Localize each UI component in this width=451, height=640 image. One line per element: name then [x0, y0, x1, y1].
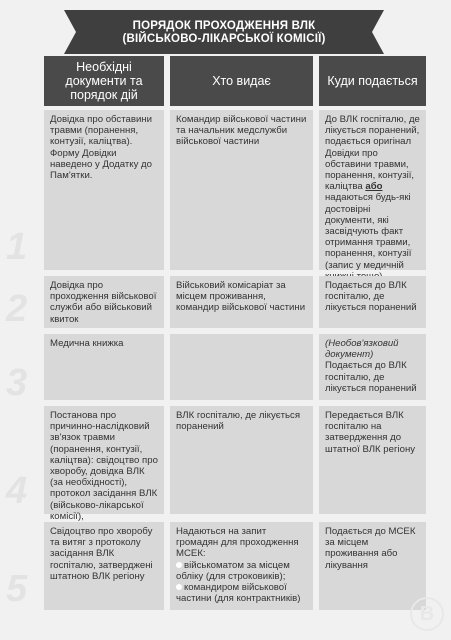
row2-destination: Подається до ВЛК госпіталю, де лікується поранений [319, 276, 426, 328]
row5-issuer [170, 522, 313, 610]
table-row [44, 110, 426, 270]
row3-issuer [170, 334, 313, 400]
row1-destination-or: або [365, 181, 383, 193]
banner-title-line1: ПОРЯДОК ПРОХОДЖЕННЯ ВЛК [132, 20, 316, 32]
row3-optional-note: (Необов'язковий документ) [325, 338, 399, 361]
row5-issuer-item2 [176, 582, 307, 604]
row1-destination-c: надаються будь-які достовірні документи, які засвідчують факт отримання травми, поранення, контузії (запис у медичній [325, 192, 412, 271]
row5-issuer-item1-text: військоматом за місцем обліку (для строковиків); [176, 559, 290, 582]
row1-documents: Довідка про обставини травми (поранення, контузії, каліцтва). Форму Довідки наведено у Додатку до Пам'ятки. [44, 110, 164, 270]
header-documents: Необхідні документи та порядок дій [44, 56, 164, 106]
row5-destination: Подається до МСЕК за місцем проживання або лікування [319, 522, 426, 610]
row5-issuer-intro: Надаються на запит громадян для проходження МСЕК: [176, 526, 299, 560]
table-row [44, 522, 426, 610]
table-header [44, 56, 426, 106]
row4-issuer: ВЛК госпіталю, де лікується поранений [170, 406, 313, 514]
step-number-1: 1 [6, 226, 28, 268]
row5-documents: Свідоцтво про хворобу та витяг з протоколу засідання ВЛК госпіталю, затверджені штатною ВЛК регіону [44, 522, 164, 610]
row5-issuer-item2-text: командиром військової частини (для контрактників) [176, 582, 301, 605]
row5-issuer-item1 [176, 560, 307, 582]
row1-destination [319, 110, 426, 270]
bullet-icon [176, 584, 182, 590]
row1-destination-a: До ВЛК госпіталю, де лікується поранений, подається оригінал Довідки про обставини травми, поранення, контузії, каліцтва [325, 114, 420, 193]
row3-documents: Медична книжка [44, 334, 164, 400]
step-number-5: 5 [6, 568, 28, 610]
row4-destination: Передається ВЛК госпіталю на затвердження до штатної ВЛК регіону [319, 406, 426, 514]
bullet-icon [176, 562, 182, 568]
row3-destination-text: Подається до ВЛК госпіталю, де лікується поранений [325, 360, 417, 394]
table-row [44, 276, 426, 328]
row4-documents: Постанова про причинно-наслідковий зв'язок травми (поранення, контузії, каліцтва): свідоцтво про хворобу, довідка ВЛК (за необхідності), протокол засідання ВЛК (військово-лікарської комісії), [44, 406, 164, 514]
table-row [44, 406, 426, 522]
step-number-3: 3 [6, 362, 28, 404]
watermark-logo: В [410, 597, 444, 631]
banner-title [64, 20, 384, 46]
step-number-2: 2 [6, 288, 28, 330]
title-banner [64, 10, 384, 58]
table-row [44, 334, 426, 400]
step-number-4: 4 [6, 470, 28, 512]
row1-issuer: Командир військової частини та начальник медслужби військової частини [170, 110, 313, 270]
row3-destination [319, 334, 426, 400]
header-destination: Куди подається [319, 56, 426, 106]
header-issuer: Хто видає [170, 56, 313, 106]
row2-issuer: Військовий комісаріат за місцем проживання, командир військової частини [170, 276, 313, 328]
banner-title-line2: (ВІЙСЬКОВО-ЛІКАРСЬКОЇ КОМІСІЇ) [122, 33, 326, 45]
row2-documents: Довідка про проходження військової служби або військовий квиток [44, 276, 164, 328]
